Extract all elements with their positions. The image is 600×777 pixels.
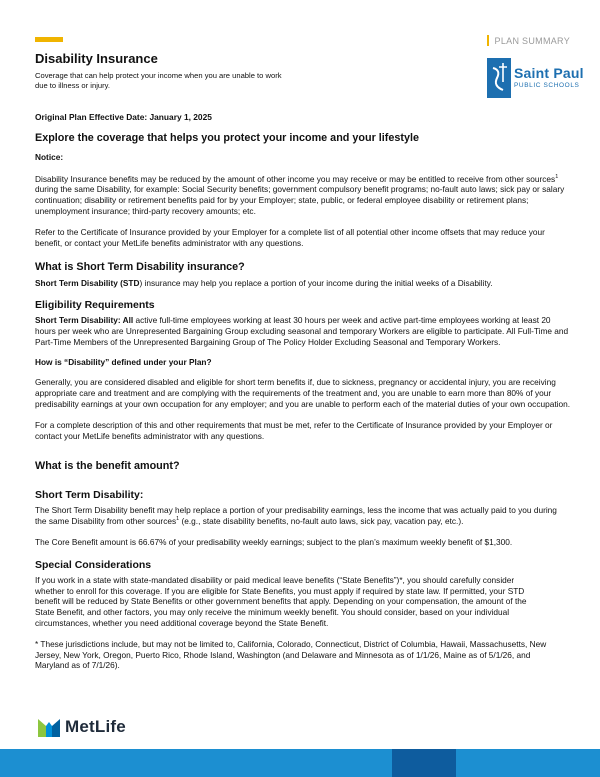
footer-band-segment bbox=[456, 749, 600, 777]
std-lead-bold: Short Term Disability (STD bbox=[35, 278, 140, 289]
special-paragraph: If you work in a state with state-mandated disability or paid medical leave benefits (“State Benefits”)*, you should carefully consider whether to enroll for this coverage. If you are eligible for State Benefits, you must apply if required by state law. If permitted, your STD benefit will be reduced by State Benefits or other government benefits that apply. Depending on your compensation, the amount of the State Benefit, and other factors, you may only receive the minimum weekly benefit. You should consider, based on your individual circumstances, whether you need additional coverage beyond the State Benefit. bbox=[35, 574, 527, 628]
notice-paragraph bbox=[35, 174, 570, 217]
requirements-note: For a complete description of this and other requirements that must be met, refer to the Certificate of Insurance provided by your Employer or contact your MetLife benefits administrator with any questions. bbox=[35, 419, 553, 441]
public-schools-wordmark: PUBLIC SCHOOLS bbox=[514, 82, 580, 90]
plan-summary-label bbox=[487, 35, 570, 46]
std-heading: What is Short Term Disability insurance? bbox=[35, 261, 245, 274]
metlife-logo bbox=[38, 717, 126, 737]
std-paragraph bbox=[35, 278, 570, 289]
intro-heading: Explore the coverage that helps you protect your income and your lifestyle bbox=[35, 131, 419, 144]
eligibility-lead-bold: Short Term Disability: All bbox=[35, 315, 134, 326]
benefit-text-b: (e.g., state disability benefits, no-fault auto laws, sick pay, vacation pay, etc.). bbox=[179, 516, 464, 527]
metlife-logo-mark-icon bbox=[38, 717, 60, 737]
disability-definition: Generally, you are considered disabled and eligible for short term benefits if, due to sickness, pregnancy or accidental injury, you are receiving appropriate care and treatment and are complying with the requirements of the treatment and, you are unable to earn more than 80% of your predisability earnings at your own occupation for any employer; and you are unable to perform each of the material duties of your own occupation. bbox=[35, 377, 570, 409]
benefit-subheading: Short Term Disability: bbox=[35, 489, 144, 502]
footer-band bbox=[0, 749, 600, 777]
eligibility-paragraph bbox=[35, 315, 570, 347]
eligibility-lead-rest: active full-time employees working at least 30 hours per week and active part-time employees working at least 20 hours per week who are Unrepresented Bargaining Group excluding seasonal and temporary Workers are eligible to participate. All Full-Time and Part-Time Members of the Unrepresented Bargaining Group of The Policy Holder Excluding Seasonal and Temporary Workers. bbox=[35, 315, 569, 347]
notice-paragraph-2: Refer to the Certificate of Insurance provided by your Employer for a complete list of all potential other income offsets that may reduce your benefit, or contact your MetLife benefits administrator with any questions. bbox=[35, 226, 545, 248]
footnote-marker: 1 bbox=[176, 516, 180, 523]
plan-summary-divider bbox=[487, 35, 489, 46]
core-benefit-paragraph: The Core Benefit amount is 66.67% of your predisability weekly earnings; subject to the plan’s maximum weekly benefit of $1,300. bbox=[35, 536, 513, 547]
std-lead-rest: ) insurance may help you replace a portion of your income during the initial weeks of a Disability. bbox=[139, 278, 493, 289]
benefit-text-a: The Short Term Disability benefit may help replace a portion of your predisability earnings, less the income that was actually paid to you during the same Disability from other sources bbox=[35, 505, 557, 527]
footer-band-segment bbox=[0, 749, 392, 777]
benefit-heading: What is the benefit amount? bbox=[35, 460, 180, 473]
notice-text-b: during the same Disability, for example: Social Security benefits; government compulsory benefit programs; no-fault auto laws; sick pay or salary continuation; disability or retirement benefits paid for by your Employer; state, public, or federal employee disability or retirement plans; unemployment insurance; third-party recovery amounts; etc. bbox=[35, 184, 565, 216]
special-heading: Special Considerations bbox=[35, 558, 152, 571]
effective-date: Original Plan Effective Date: January 1, 2025 bbox=[35, 112, 212, 122]
footnote-marker: 1 bbox=[555, 173, 559, 180]
plan-summary-text: PLAN SUMMARY bbox=[494, 35, 570, 46]
metlife-wordmark: MetLife bbox=[65, 717, 126, 736]
page-title: Disability Insurance bbox=[35, 51, 158, 66]
disability-question: How is “Disability” defined under your Plan? bbox=[35, 356, 212, 367]
benefit-paragraph bbox=[35, 505, 570, 527]
saint-paul-logo bbox=[487, 58, 584, 98]
notice-label: Notice: bbox=[35, 151, 64, 162]
jurisdictions-footnote: * These jurisdictions include, but may not be limited to, California, Colorado, Connecticut, District of Columbia, Hawaii, Massachusetts, New Jersey, New York, Oregon, Puerto Rico, Rhode Island, Washington (and Delaware and Minnesota as of 1/1/26, Maine as of 5/1/26, and Maryland as of 7/1/26). bbox=[35, 638, 547, 671]
notice-text-a: Disability Insurance benefits may be reduced by the amount of other income you may receive or may be entitled to receive from other sources bbox=[35, 173, 556, 184]
accent-bar bbox=[35, 37, 63, 42]
footer-band-segment-dark bbox=[392, 749, 456, 777]
saint-paul-wordmark: Saint Paul bbox=[514, 65, 584, 82]
eligibility-heading: Eligibility Requirements bbox=[35, 299, 155, 312]
document-body bbox=[35, 112, 570, 671]
saint-paul-logo-mark-icon bbox=[487, 58, 511, 98]
page-subtitle: Coverage that can help protect your income when you are unable to work due to illness or injury. bbox=[35, 71, 282, 90]
